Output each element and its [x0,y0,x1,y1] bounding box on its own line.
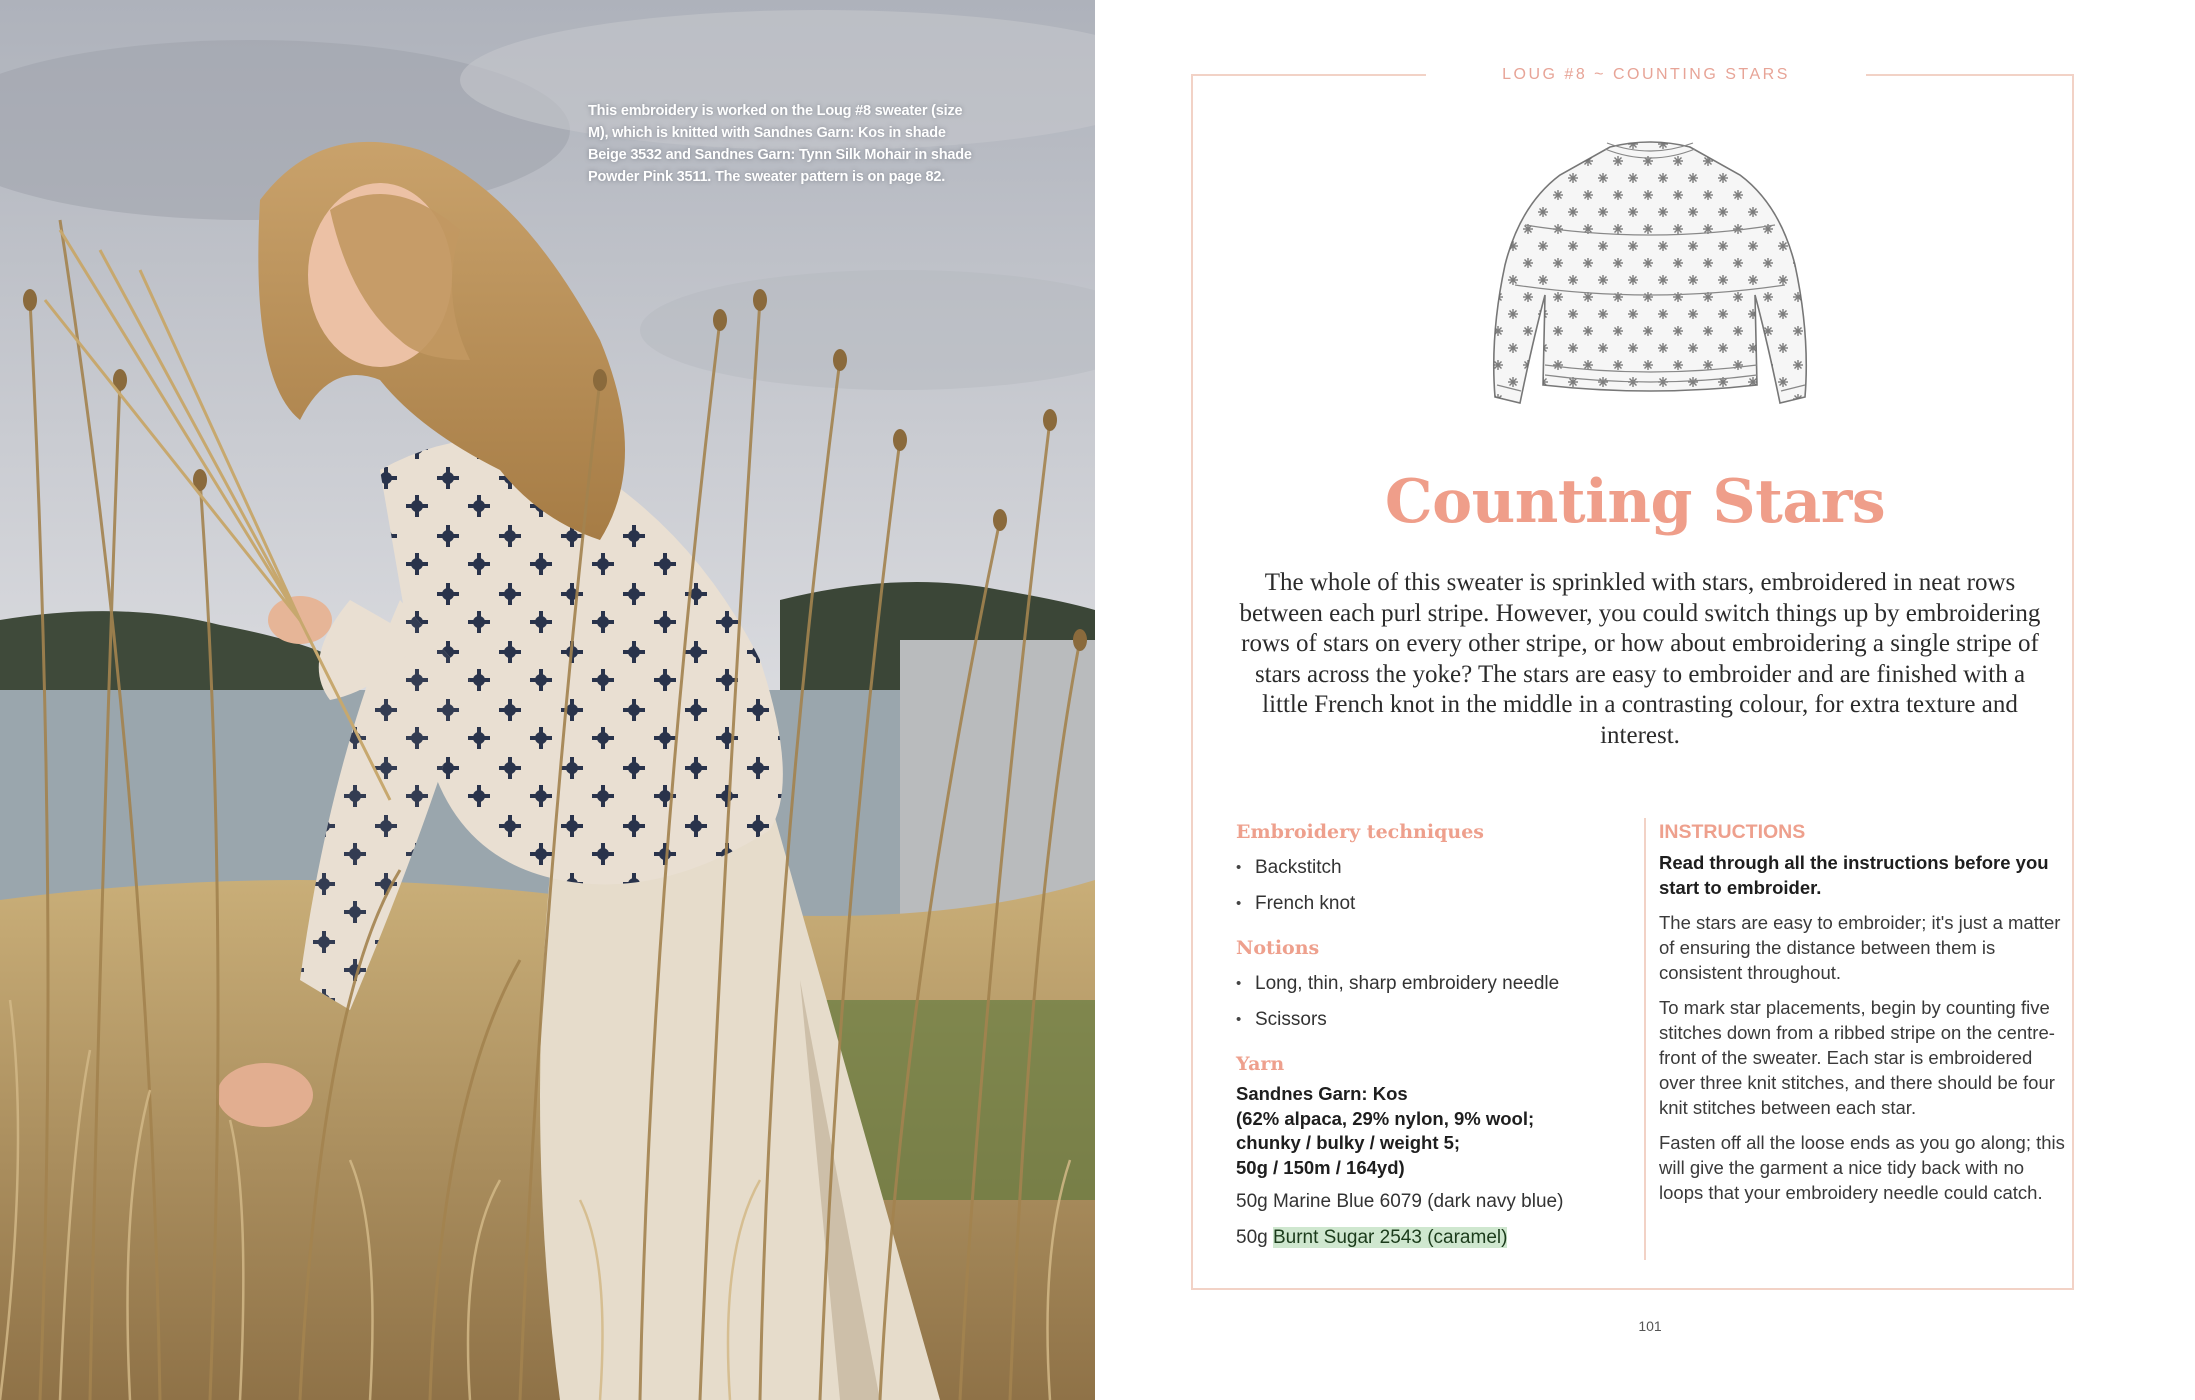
techniques-list [1236,850,1636,922]
yarn-weight: chunky / bulky / weight 5; [1236,1132,1461,1153]
photo-scene [0,0,1095,1400]
intro-paragraph: The whole of this sweater is sprinkled with stars, embroidered in neat rows between each purl stripe. However, you could switch things up by embroidering rows of stars on every other stripe, or how about embroidering a single stripe of stars across the yoke? The stars are easy to embroider and are finished with a little French knot in the middle in a contrasting colour, for extra texture and interest. [1239,569,2041,749]
yarn-spec [1236,1082,1636,1180]
yarn-shade-2 [1236,1224,1636,1252]
list-item: • Scissors [1236,1002,1636,1038]
list-item: • French knot [1236,886,1636,922]
running-head: LOUG #8 ~ COUNTING STARS [1426,63,1866,87]
pattern-title: Counting Stars [1384,467,1886,537]
notions-list [1236,966,1636,1038]
notions-heading: Notions [1236,937,1320,959]
yarn-put-up: 50g / 150m / 164yd) [1236,1156,1405,1178]
yarn-name: Sandnes Garn: Kos [1236,1083,1408,1104]
instructions-paragraph: The stars are easy to embroider; it's just a matter of ensuring the distance between them is consistent throughout. [1659,912,2061,983]
list-item: • Long, thin, sharp embroidery needle [1236,966,1636,1002]
instructions-column [1659,818,2069,1215]
photo-caption: This embroidery is worked on the Loug #8 sweater (size M), which is knitted with Sandnes Garn: Kos in shade Beige 3532 and Sandnes Garn: Tynn Silk Mohair in shade Powder Pink 3511. The sweater pattern is on page 82. [588,103,972,185]
yarn-composition: (62% alpaca, 29% nylon, 9% wool; [1236,1107,1535,1129]
yarn-shade-2-highlight: Burnt Sugar 2543 (caramel) [1272,1227,1508,1248]
pattern-page [1095,0,2195,1400]
yarn-shade-1: 50g Marine Blue 6079 (dark navy blue) [1236,1191,1564,1212]
page-number: 101 [1638,1318,1662,1334]
instructions-lead: Read through all the instructions before you start to embroider. [1659,852,2049,898]
model-photo [0,0,1095,1400]
techniques-heading: Embroidery techniques [1236,821,1484,843]
instructions-paragraph: Fasten off all the loose ends as you go along; this will give the garment a nice tidy back with no loops that your embroidery needle could catch. [1659,1132,2065,1203]
column-divider [1644,818,1646,1260]
sweater-illustration-icon [1475,135,1825,435]
instructions-paragraph: To mark star placements, begin by counting five stitches down from a ribbed stripe on the centre-front of the sweater. Each star is embroidered over three knit stitches, and there should be four knit stitches between each star. [1659,997,2055,1118]
yarn-heading: Yarn [1236,1053,1285,1075]
yarn-shade-2-qty: 50g [1236,1227,1268,1248]
materials-column [1236,818,1636,1252]
instructions-heading: INSTRUCTIONS [1659,821,1806,843]
list-item: • Backstitch [1236,850,1636,886]
